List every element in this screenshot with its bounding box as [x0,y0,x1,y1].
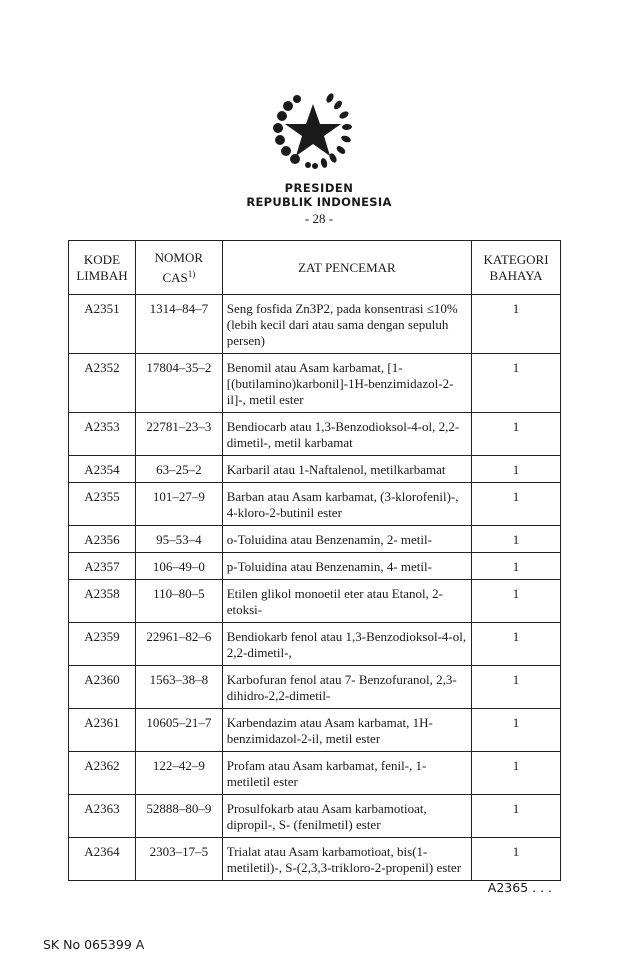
column-header-kode [69,241,136,295]
table-row [69,483,561,526]
cell-zat-pencemar: Barban atau Asam karbamat, (3-klorofenil)-, 4-kloro-2-butinil ester [222,483,471,526]
table-row [69,526,561,553]
cell-zat-pencemar: Bendiocarb atau 1,3-Benzodioksol-4-ol, 2,2-dimetil-, metil karbamat [222,413,471,456]
cell-kategori-bahaya: 1 [472,666,561,709]
cell-zat-pencemar: o-Toluidina atau Benzenamin, 2- metil- [222,526,471,553]
cell-nomor-cas: 95–53–4 [135,526,222,553]
next-page-reference: A2365 . . . [487,880,552,895]
table-row [69,553,561,580]
table-row [69,456,561,483]
table-header-row [69,241,561,295]
cell-kode: A2354 [69,456,136,483]
cell-nomor-cas: 110–80–5 [135,580,222,623]
cell-kode: A2355 [69,483,136,526]
cell-zat-pencemar: Karbofuran fenol atau 7- Benzofuranol, 2,3-dihidro-2,2-dimetil- [222,666,471,709]
nomor-label-line2: CAS [162,269,188,285]
cell-nomor-cas: 2303–17–5 [135,838,222,881]
cell-zat-pencemar: Karbaril atau 1-Naftalenol, metilkarbamat [222,456,471,483]
header-title-republik: REPUBLIK INDONESIA [246,195,392,209]
cell-nomor-cas: 101–27–9 [135,483,222,526]
table-row [69,752,561,795]
cell-kategori-bahaya: 1 [472,623,561,666]
zat-label: ZAT PENCEMAR [298,259,396,275]
kode-label-line1: KODE [83,251,121,267]
cell-kategori-bahaya: 1 [472,580,561,623]
cell-zat-pencemar: Profam atau Asam karbamat, fenil-, 1-metiletil ester [222,752,471,795]
kode-label-line2: LIMBAH [76,267,128,283]
cell-nomor-cas: 10605–21–7 [135,709,222,752]
cell-kategori-bahaya: 1 [472,526,561,553]
cell-nomor-cas: 106–49–0 [135,553,222,580]
cell-kategori-bahaya: 1 [472,354,561,413]
cell-kode: A2353 [69,413,136,456]
kategori-label-line1: KATEGORI [483,251,549,267]
cell-zat-pencemar: Bendiokarb fenol atau 1,3-Benzodioksol-4-ol, 2,2-dimetil-, [222,623,471,666]
state-emblem-icon [268,86,358,174]
cell-kategori-bahaya: 1 [472,553,561,580]
table-row [69,295,561,354]
cell-kode: A2352 [69,354,136,413]
table-row [69,838,561,881]
cell-nomor-cas: 1563–38–8 [135,666,222,709]
cell-zat-pencemar: Seng fosfida Zn3P2, pada konsentrasi ≤10% (lebih kecil dari atau sama dengan sepuluh persen) [222,295,471,354]
cell-kode: A2364 [69,838,136,881]
page-number: - 28 - [304,211,334,226]
cell-kategori-bahaya: 1 [472,752,561,795]
cell-kode: A2359 [69,623,136,666]
cell-zat-pencemar: Karbendazim atau Asam karbamat, 1H-benzimidazol-2-il, metil ester [222,709,471,752]
cell-kode: A2358 [69,580,136,623]
cell-nomor-cas: 1314–84–7 [135,295,222,354]
document-code: SK No 065399 A [43,937,145,952]
cell-kategori-bahaya: 1 [472,795,561,838]
nomor-footnote-marker: 1) [187,268,196,279]
table-row [69,580,561,623]
cell-nomor-cas: 22781–23–3 [135,413,222,456]
table-row [69,709,561,752]
cell-kode: A2356 [69,526,136,553]
cell-kategori-bahaya: 1 [472,413,561,456]
cell-zat-pencemar: p-Toluidina atau Benzenamin, 4- metil- [222,553,471,580]
cell-kategori-bahaya: 1 [472,456,561,483]
column-header-kategori [472,241,561,295]
pollutant-table [68,240,561,881]
table-row [69,795,561,838]
cell-zat-pencemar: Trialat atau Asam karbamotioat, bis(1-metiletil)-, S-(2,3,3-trikloro-2-propenil) ester [222,838,471,881]
cell-zat-pencemar: Etilen glikol monoetil eter atau Etanol, 2-etoksi- [222,580,471,623]
nomor-label-line1: NOMOR [154,249,204,265]
cell-kode: A2357 [69,553,136,580]
table-row [69,354,561,413]
column-header-zat [222,241,471,295]
table-row [69,413,561,456]
cell-kode: A2360 [69,666,136,709]
cell-nomor-cas: 22961–82–6 [135,623,222,666]
cell-kode: A2361 [69,709,136,752]
cell-nomor-cas: 17804–35–2 [135,354,222,413]
table-row [69,623,561,666]
header-title-presiden: PRESIDEN [284,181,354,195]
cell-kategori-bahaya: 1 [472,838,561,881]
cell-zat-pencemar: Benomil atau Asam karbamat, [1-[(butilamino)karbonil]-1H-benzimidazol-2-il]-, metil ester [222,354,471,413]
table-row [69,666,561,709]
cell-kategori-bahaya: 1 [472,483,561,526]
cell-zat-pencemar: Prosulfokarb atau Asam karbamotioat, dipropil-, S- (fenilmetil) ester [222,795,471,838]
cell-nomor-cas: 122–42–9 [135,752,222,795]
column-header-nomor [135,241,222,295]
cell-kode: A2362 [69,752,136,795]
cell-nomor-cas: 52888–80–9 [135,795,222,838]
cell-nomor-cas: 63–25–2 [135,456,222,483]
kategori-label-line2: BAHAYA [489,267,543,283]
cell-kode: A2351 [69,295,136,354]
cell-kategori-bahaya: 1 [472,295,561,354]
cell-kategori-bahaya: 1 [472,709,561,752]
cell-kode: A2363 [69,795,136,838]
